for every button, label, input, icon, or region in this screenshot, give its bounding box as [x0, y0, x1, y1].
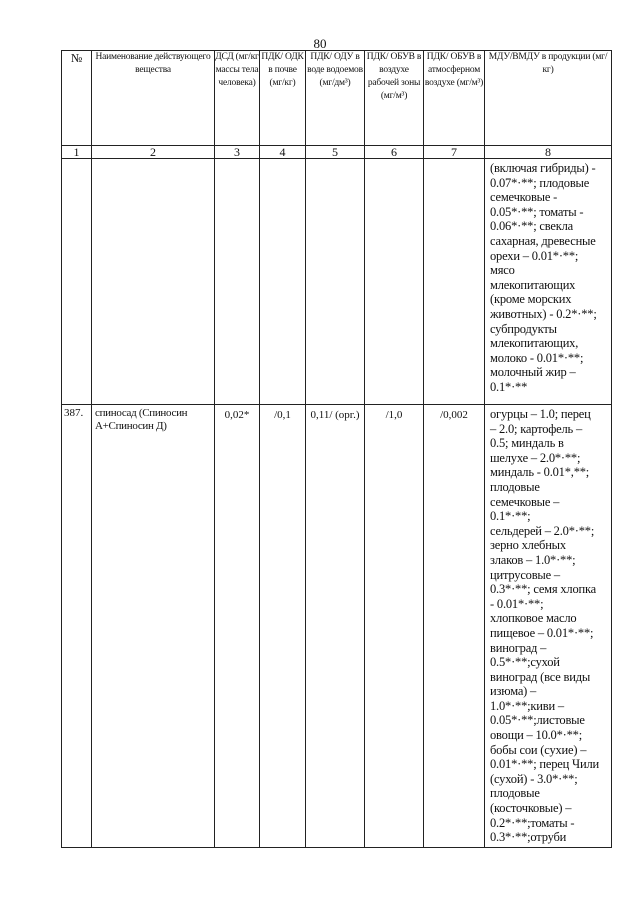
- mdu-line: виноград –: [490, 640, 547, 655]
- column-number-row: [62, 146, 612, 159]
- mdu-line: животных) - 0.2*·**;: [490, 306, 597, 321]
- header-pdk-air-atm: ПДК/ ОБУВ в атмосферном воздухе (мг/м³): [424, 51, 485, 146]
- mdu-line: 0.05*·**;листовые: [490, 713, 585, 728]
- column-number: 5: [306, 146, 365, 159]
- column-number: 2: [92, 146, 215, 159]
- pdk-air-work-value: [365, 159, 424, 405]
- mdu-line: цитрусовые –: [490, 567, 560, 582]
- mdu-line: (сухой) - 3.0*·**;: [490, 771, 578, 786]
- dsd-value: [215, 159, 260, 405]
- mdu-line: 0.07*·**; плодовые: [490, 175, 590, 190]
- column-number: 7: [424, 146, 485, 159]
- mdu-line: виноград (все виды: [490, 669, 591, 684]
- mdu-line: овощи – 10.0*·**;: [490, 728, 582, 743]
- column-number: 8: [485, 146, 612, 159]
- mdu-line: млекопитающих,: [490, 336, 579, 351]
- pdk-soil-value: /0,1: [260, 405, 306, 848]
- mdu-line: молоко - 0.01*·**;: [490, 350, 584, 365]
- mdu-line: – 2.0; картофель –: [490, 421, 583, 436]
- table-row: [62, 159, 612, 405]
- header-row: [62, 51, 612, 146]
- substance-name: [92, 159, 215, 405]
- mdu-line: (включая гибриды) -: [490, 161, 596, 175]
- row-number: [62, 159, 92, 405]
- mdu-line: 0.06*·**; свекла: [490, 219, 573, 234]
- header-pdk-soil: ПДК/ ОДК в почве (мг/кг): [260, 51, 306, 146]
- dsd-value: 0,02*: [215, 405, 260, 848]
- column-number: 6: [365, 146, 424, 159]
- mdu-line: 0.05*·**; томаты -: [490, 204, 584, 219]
- mdu-line: миндаль - 0.01*,**;: [490, 465, 590, 480]
- mdu-line: молочный жир –: [490, 365, 576, 380]
- header-pdk-water: ПДК/ ОДУ в воде водоемов (мг/дм³): [306, 51, 365, 146]
- mdu-line: 0.3*·**;отруби: [490, 830, 567, 845]
- mdu-line: семечковые –: [490, 494, 560, 509]
- pdk-air-atm-value: [424, 159, 485, 405]
- pdk-air-atm-value: /0,002: [424, 405, 485, 848]
- column-number: 3: [215, 146, 260, 159]
- mdu-line: 0.5*·**;сухой: [490, 655, 560, 670]
- pdk-water-value: 0,11/ (орг.): [306, 405, 365, 848]
- mdu-line: мясо: [490, 263, 515, 278]
- mdu-line: зерно хлебных: [490, 538, 566, 553]
- mdu-line: хлопковое масло: [490, 611, 577, 626]
- mdu-line: - 0.01*·**;: [490, 596, 544, 611]
- mdu-line: шелухе – 2.0*·**;: [490, 450, 581, 465]
- pesticide-table: [61, 50, 612, 848]
- mdu-line: 0.5; миндаль в: [490, 436, 564, 451]
- header-name: Наименование действующего вещества: [92, 51, 215, 146]
- pdk-water-value: [306, 159, 365, 405]
- header-mdu: МДУ/ВМДУ в продукции (мг/кг): [485, 51, 612, 146]
- mdu-line: млекопитающих: [490, 277, 576, 292]
- mdu-line: сельдерей – 2.0*·**;: [490, 523, 595, 538]
- mdu-line: плодовые: [490, 479, 540, 494]
- mdu-line: семечковые -: [490, 190, 558, 205]
- header-no: №: [62, 51, 92, 146]
- mdu-line: 0.1*·**;: [490, 509, 531, 524]
- mdu-line: пищевое – 0.01*·**;: [490, 625, 594, 640]
- mdu-line: плодовые: [490, 786, 540, 801]
- mdu-line: 0.2*·**;томаты -: [490, 815, 575, 830]
- mdu-line: сахарная, древесные: [490, 233, 596, 248]
- column-number: 1: [62, 146, 92, 159]
- mdu-line: (кроме морских: [490, 292, 572, 307]
- mdu-line: 0.3*·**; семя хлопка: [490, 582, 597, 597]
- mdu-line: 1.0*·**;киви –: [490, 698, 564, 713]
- mdu-line: орехи – 0.01*·**;: [490, 248, 579, 263]
- substance-name: спиносад (Спиносин А+Спиносин Д): [92, 405, 215, 848]
- mdu-line: (косточковые) –: [490, 801, 572, 816]
- pdk-soil-value: [260, 159, 306, 405]
- page-number: 80: [313, 36, 327, 51]
- mdu-line: огурцы – 1.0; перец: [490, 407, 591, 421]
- header-pdk-air-work: ПДК/ ОБУВ в воздухе рабочей зоны (мг/м³): [365, 51, 424, 146]
- mdu-line: субпродукты: [490, 321, 557, 336]
- row-number: 387.: [62, 405, 92, 848]
- mdu-line: 0.1*·**: [490, 379, 528, 394]
- mdu-line: изюма) –: [490, 684, 537, 699]
- table-row: [62, 405, 612, 848]
- mdu-line: бобы сои (сухие) –: [490, 742, 587, 757]
- mdu-text: [485, 159, 612, 405]
- mdu-text: [485, 405, 612, 848]
- header-dsd: ДСД (мг/кг массы тела человека): [215, 51, 260, 146]
- column-number: 4: [260, 146, 306, 159]
- mdu-line: 0.01*·**; перец Чили: [490, 757, 599, 772]
- mdu-line: злаков – 1.0*·**;: [490, 552, 576, 567]
- pdk-air-work-value: /1,0: [365, 405, 424, 848]
